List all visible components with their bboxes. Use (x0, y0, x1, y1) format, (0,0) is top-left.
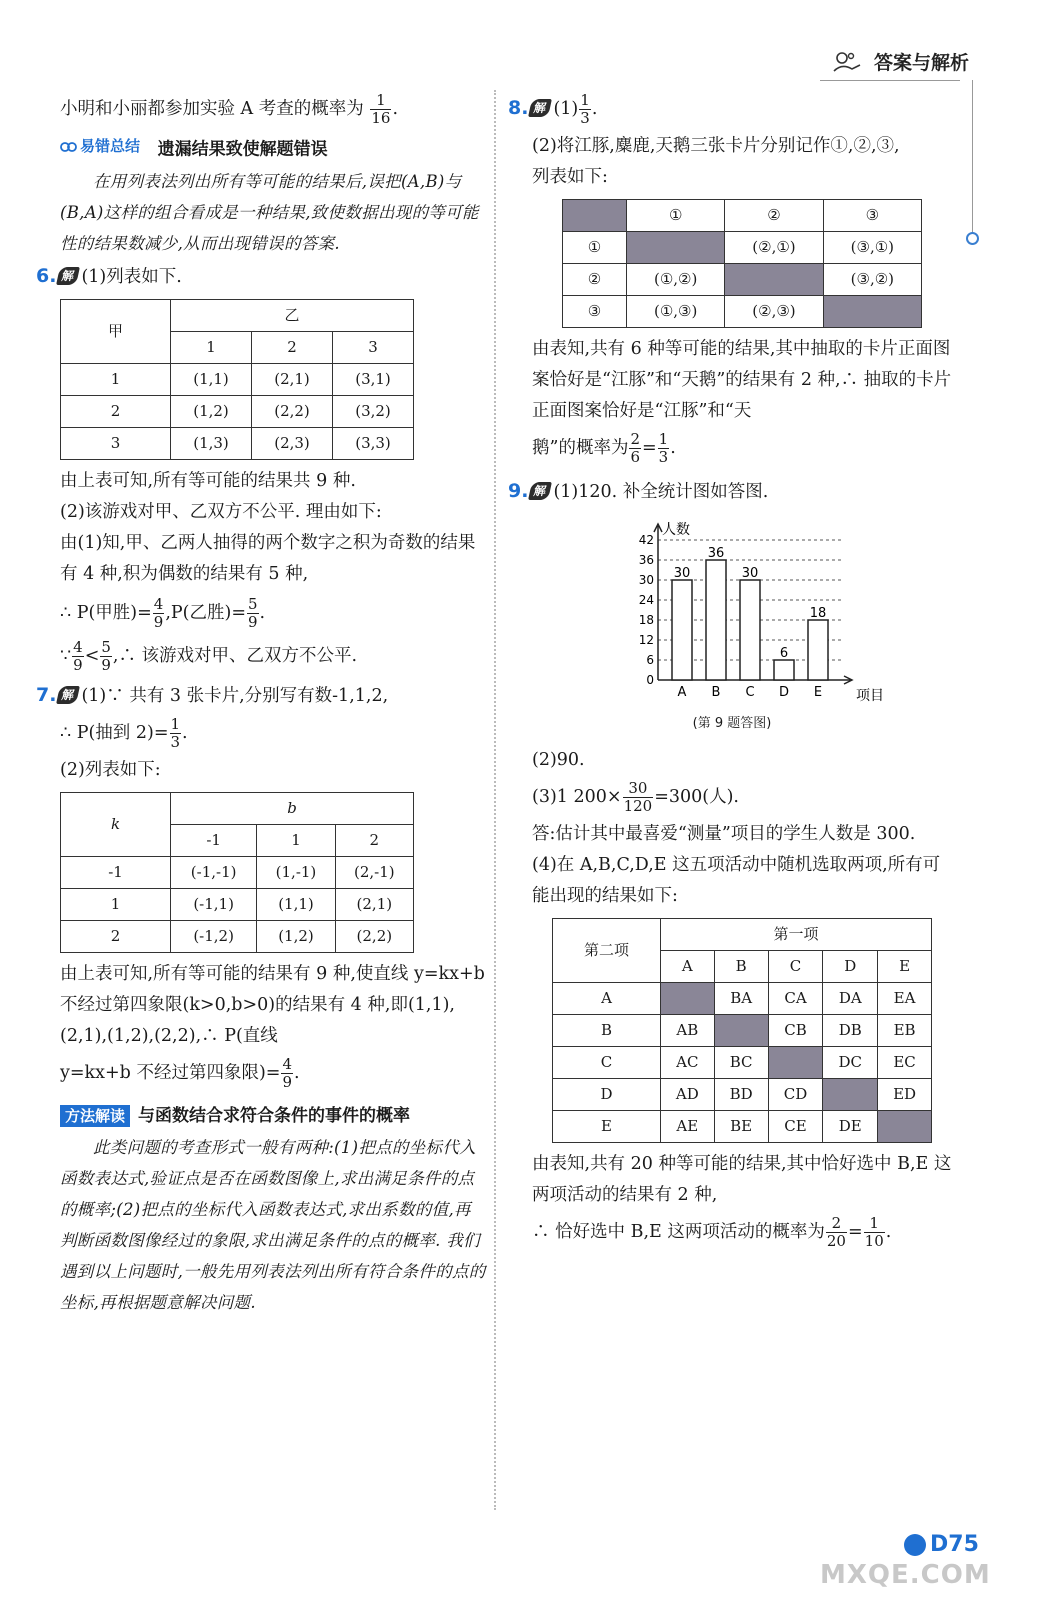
q9-p4: 答:估计其中最喜爱“测量”项目的学生人数是 300. (532, 824, 916, 844)
q8-p4: 由表知,共有 6 种等可能的结果,其中抽取的卡片正面图案恰好是“江豚”和“天鹅”的结果有 2 种,∴ 抽取的卡片正面图案恰好是“江豚”和“天 (532, 339, 952, 421)
bar-chart (508, 508, 956, 708)
q6-p4: 由(1)知,甲、乙两人抽得的两个数字之积为奇数的结果有 4 种,积为偶数的结果有 5 种, (60, 532, 476, 584)
q6-p5: ∴ P(甲胜)= $\frac{4}{9}$ ,P(乙胜)= $\frac{5}{9}$ . (60, 594, 266, 631)
table-row: 3 (1,3) (2,3) (3,3) (61, 427, 414, 459)
x-tick-label: E (813, 685, 823, 700)
q8-p3: 列表如下: (532, 167, 608, 187)
solution-badge: 解 (57, 686, 81, 704)
bar-B (706, 560, 726, 680)
table-top-header: 第一项 (661, 919, 932, 951)
q7-line1: 7. 解 (1)∵ 共有 3 张卡片,分别写有数-1,1,2, (36, 683, 389, 706)
table-row: 2 (1,2) (2,2) (3,2) (61, 395, 414, 427)
q7-p3: (2)列表如下: (60, 759, 161, 780)
table-corner: k (61, 792, 171, 856)
solution-badge: 解 (529, 99, 553, 117)
q9-p2: (2)90. (532, 750, 585, 770)
method-title: 与函数结合求符合条件的事件的概率 (138, 1105, 411, 1126)
y-tick-label: 24 (638, 593, 654, 607)
data-label: 18 (809, 606, 827, 621)
question-number: 9. (508, 480, 529, 502)
q7-p4: 由上表可知,所有等可能的结果有 9 种,使直线 y=kx+b 不经过第四象限(k>0,b>0)的结果有 4 种,即(1,1),(2,1),(1,2),(2,2),∴ P(直线 (60, 963, 485, 1046)
table-corner (563, 200, 627, 232)
answer-text: 小明和小丽都参加实验 A 考查的概率为 (60, 99, 364, 119)
right-column (508, 92, 956, 1250)
q9-table: 第二项 第一项 A B C D E A BA CA DA EA B AB CB DB EB C AC BC DC EC D AD BD CD ED E AE BE CE DE (552, 918, 932, 1143)
method-tag: 方法解读 (60, 1105, 130, 1127)
x-tick-label: D (778, 685, 790, 700)
table-row: 2 (-1,2) (1,2) (2,2) (61, 920, 414, 952)
table-row: 1 (-1,1) (1,1) (2,1) (61, 888, 414, 920)
table-row: C AC BC DC EC (553, 1047, 932, 1079)
x-tick-label: A (677, 685, 687, 700)
q7-p2: ∴ P(抽到 2)= $\frac{1}{3}$ . (60, 714, 188, 751)
error-summary-title: 遗漏结果致使解题错误 (157, 139, 328, 160)
table-row: ② (①,②) (③,②) (563, 264, 922, 296)
error-summary-body: 在用列表法列出所有等可能的结果后,误把(A,B)与(B,A)这样的组合看成是一种结果,致使数据出现的等可能性的结果数减少,从而出现错误的答案. (60, 171, 479, 253)
q6-p2: 由上表可知,所有等可能的结果共 9 种. (60, 470, 356, 491)
compass-icon (830, 49, 864, 75)
x-axis-label: 项目 (856, 688, 884, 704)
q9-p6: 由表知,共有 20 种等可能的结果,其中恰好选中 B,E 这两项活动的结果有 2 种, (532, 1154, 952, 1205)
question-number: 7. (36, 683, 57, 706)
page-number-dot (904, 1534, 926, 1556)
method-body: 此类问题的考查形式一般有两种:(1)把点的坐标代入函数表达式,验证点是否在函数图像上,求出满足条件的点的概率;(2)把点的坐标代入函数表达式,求出系数的值,再判断函数图像经过的象限,求出满足条件的点的概率. 我们遇到以上问题时,一般先用列表法列出所有符合条件的点的坐标,再根据题意解决问题. (60, 1137, 486, 1312)
solution-badge: 解 (57, 267, 81, 285)
column-divider (494, 90, 496, 1510)
data-label: 30 (741, 566, 759, 581)
data-label: 30 (673, 566, 691, 581)
page-title: 答案与解析 (873, 52, 969, 74)
x-tick-label: C (745, 685, 755, 700)
page-header (830, 48, 969, 75)
y-axis-label: 人数 (662, 522, 690, 538)
table-row: ③ (①,③) (②,③) (563, 296, 922, 328)
bar-C (740, 580, 760, 680)
link-icon (60, 139, 78, 155)
side-marker (966, 232, 979, 245)
table-top-header: b (171, 792, 414, 824)
table-row: A BA CA DA EA (553, 983, 932, 1015)
question-number: 6. (36, 264, 57, 287)
table-row: D AD BD CD ED (553, 1079, 932, 1111)
q9-p7: ∴ 恰好选中 B,E 这两项活动的概率为 $\frac{2}{20}$ = $\frac{1}{10}$ . (532, 1214, 892, 1250)
q8-p5: 鹅”的概率为 $\frac{2}{6}$ = $\frac{1}{3}$ . (532, 430, 676, 466)
x-tick-label: B (711, 685, 721, 700)
header-rule (820, 80, 960, 81)
data-label: 36 (707, 546, 725, 561)
y-tick-label: 0 (646, 673, 654, 687)
q9-line1: 9. 解 (1)120. 补全统计图如答图. (508, 480, 769, 502)
y-tick-label: 12 (638, 633, 654, 647)
y-tick-label: 6 (646, 653, 654, 667)
table-corner: 甲 (61, 299, 171, 363)
method-header (36, 1101, 486, 1132)
q8-line1: 8. 解 (1) $\frac{1}{3}$ . (508, 91, 598, 127)
q7-p5: y=kx+b 不经过第四象限)= $\frac{4}{9}$ . (60, 1054, 300, 1091)
q7-table: k b -1 1 2 -1 (-1,-1) (1,-1) (2,-1) 1 (-1,1) (1,1) (2,1) 2 (-1,2) (1,2) (2,2) (60, 792, 414, 953)
q6-p6: ∵ $\frac{4}{9}$ < $\frac{5}{9}$ ,∴ 该游戏对甲、乙双方不公平. (60, 637, 358, 674)
q6-table: 甲 乙 1 2 3 1 (1,1) (2,1) (3,1) 2 (1,2) (2,2) (3,2) 3 (1,3) (2,3) (3,3) (60, 299, 414, 460)
bar-E (808, 620, 828, 680)
y-tick-label: 18 (638, 613, 654, 627)
question-number: 8. (508, 97, 529, 119)
q9-p3: (3)1 200× $\frac{30}{120}$ =300(人). (532, 779, 739, 815)
q8-table: ① ② ③ ① (②,①) (③,①) ② (①,②) (③,②) ③ (①,③) (②,③) (562, 199, 922, 328)
error-summary-header (36, 131, 486, 166)
bar-D (774, 660, 794, 680)
watermark: MXQE.COM (820, 1560, 991, 1590)
table-row: 1 (1,1) (2,1) (3,1) (61, 363, 414, 395)
q9-p5: (4)在 A,B,C,D,E 这五项活动中随机选取两项,所有可能出现的结果如下: (532, 855, 941, 906)
table-row: B AB CB DB EB (553, 1015, 932, 1047)
table-row: ① (②,①) (③,①) (563, 232, 922, 264)
table-row: -1 (-1,-1) (1,-1) (2,-1) (61, 856, 414, 888)
page-number: D75 (904, 1532, 979, 1557)
fraction: $\frac{1}{16}$ (371, 91, 391, 127)
left-column (36, 92, 486, 1318)
q8-p2: (2)将江豚,麋鹿,天鹅三张卡片分别记作①,②,③, (532, 136, 900, 156)
answer-line: 小明和小丽都参加实验 A 考查的概率为 $\frac{1}{16}$ . (60, 91, 399, 127)
y-tick-label: 30 (638, 573, 654, 587)
error-summary-tag: 易错总结 (60, 131, 140, 162)
q6-p3: (2)该游戏对甲、乙双方不公平. 理由如下: (60, 501, 382, 522)
y-tick-label: 42 (638, 533, 654, 547)
table-corner: 第二项 (553, 919, 661, 983)
q6-line1: 6. 解 (1)列表如下. (36, 264, 182, 287)
solution-badge: 解 (529, 482, 553, 500)
table-top-header: 乙 (171, 299, 414, 331)
data-label: 6 (779, 646, 789, 661)
table-row: E AE BE CE DE (553, 1111, 932, 1143)
bar-A (672, 580, 692, 680)
y-tick-label: 36 (638, 553, 654, 567)
chart-caption: (第 9 题答图) (692, 716, 772, 731)
side-rule (972, 80, 973, 235)
